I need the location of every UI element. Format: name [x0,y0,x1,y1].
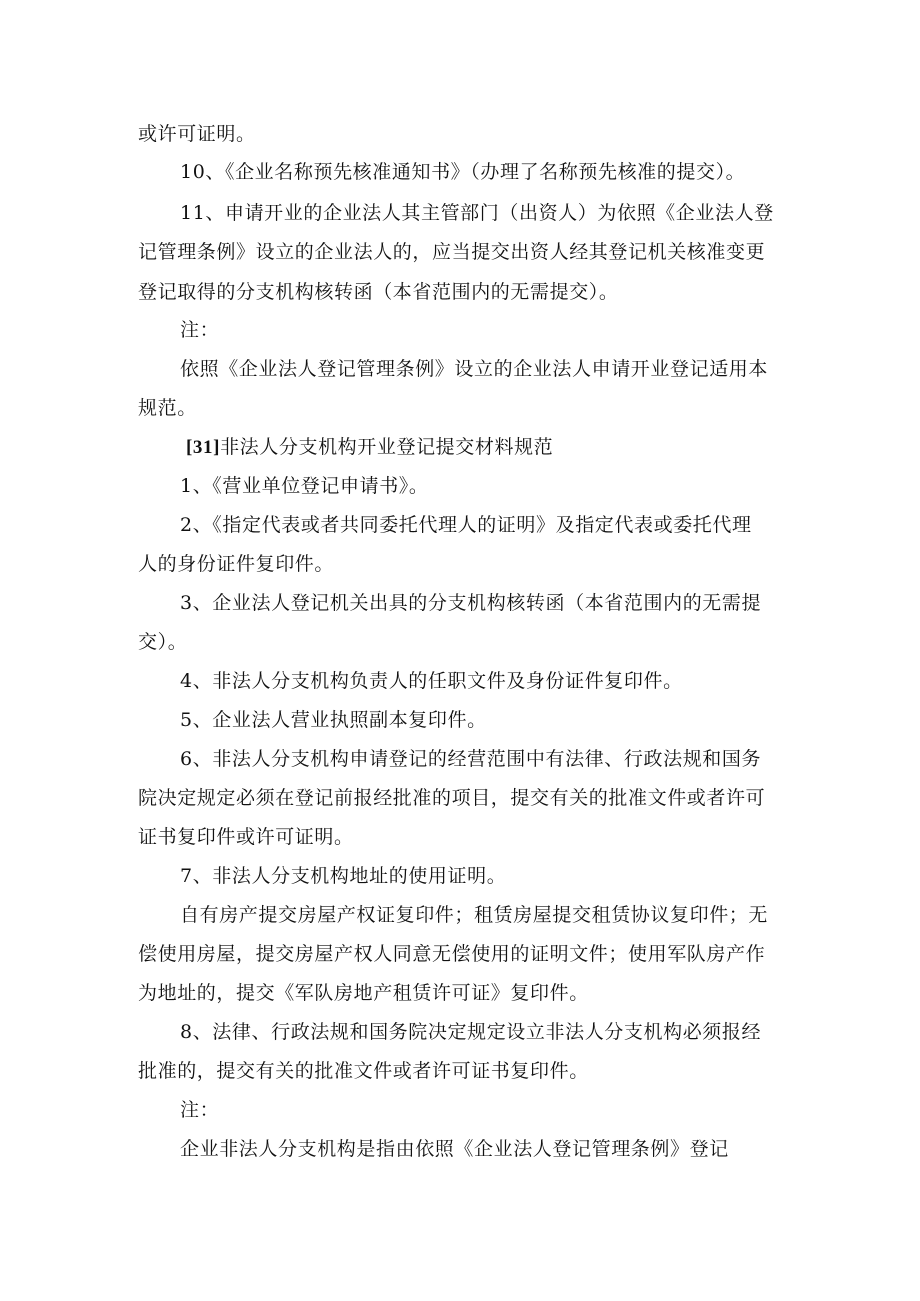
text-line: 交）。 [138,631,188,653]
text-line: 3、企业法人登记机关出具的分支机构核转函（本省范围内的无需提 [180,592,762,614]
section-heading [186,435,553,460]
text-line: 人的身份证件复印件。 [138,553,335,575]
text-line: 4、非法人分支机构负责人的任职文件及身份证件复印件。 [180,670,683,692]
text-line: 1、《营业单位登记申请书》。 [180,475,429,497]
text-line: 记管理条例》设立的企业法人的，应当提交出资人经其登记机关核准变更 [138,241,766,263]
text-line: 8、法律、行政法规和国务院决定规定设立非法人分支机构必须报经 [180,1021,762,1043]
note-label: 注： [180,1099,220,1121]
section-number: [31] [186,437,221,458]
text-line: 院决定规定必须在登记前报经批准的项目，提交有关的批准文件或者许可 [138,787,766,809]
text-line: 为地址的，提交《军队房地产租赁许可证》复印件。 [138,982,589,1004]
section-title: 非法人分支机构开业登记提交材料规范 [220,436,554,458]
text-line: 6、非法人分支机构申请登记的经营范围中有法律、行政法规和国务 [180,748,762,770]
text-line: 登记取得的分支机构核转函（本省范围内的无需提交）。 [138,281,619,303]
text-line: 依照《企业法人登记管理条例》设立的企业法人申请开业登记适用本 [180,358,769,380]
text-line: 7、非法人分支机构地址的使用证明。 [180,865,507,887]
text-line: 偿使用房屋，提交房屋产权人同意无偿使用的证明文件；使用军队房产作 [138,943,766,965]
text-line: 5、企业法人营业执照副本复印件。 [180,709,487,731]
text-line: 证书复印件或许可证明。 [138,826,354,848]
text-line: 批准的，提交有关的批准文件或者许可证书复印件。 [138,1060,589,1082]
text-line: 规范。 [138,397,197,419]
text-line: 自有房产提交房屋产权证复印件；租赁房屋提交租赁协议复印件；无 [180,904,769,926]
note-label: 注： [180,319,220,341]
text-line: 2、《指定代表或者共同委托代理人的证明》及指定代表或委托代理 [180,514,752,536]
text-line: 10、《企业名称预先核准通知书》（办理了名称预先核准的提交）。 [180,161,746,183]
text-line: 企业非法人分支机构是指由依照《企业法人登记管理条例》登记 [180,1138,729,1160]
text-line: 或许可证明。 [138,123,256,145]
text-line: 11、申请开业的企业法人其主管部门（出资人）为依照《企业法人登 [180,202,774,224]
